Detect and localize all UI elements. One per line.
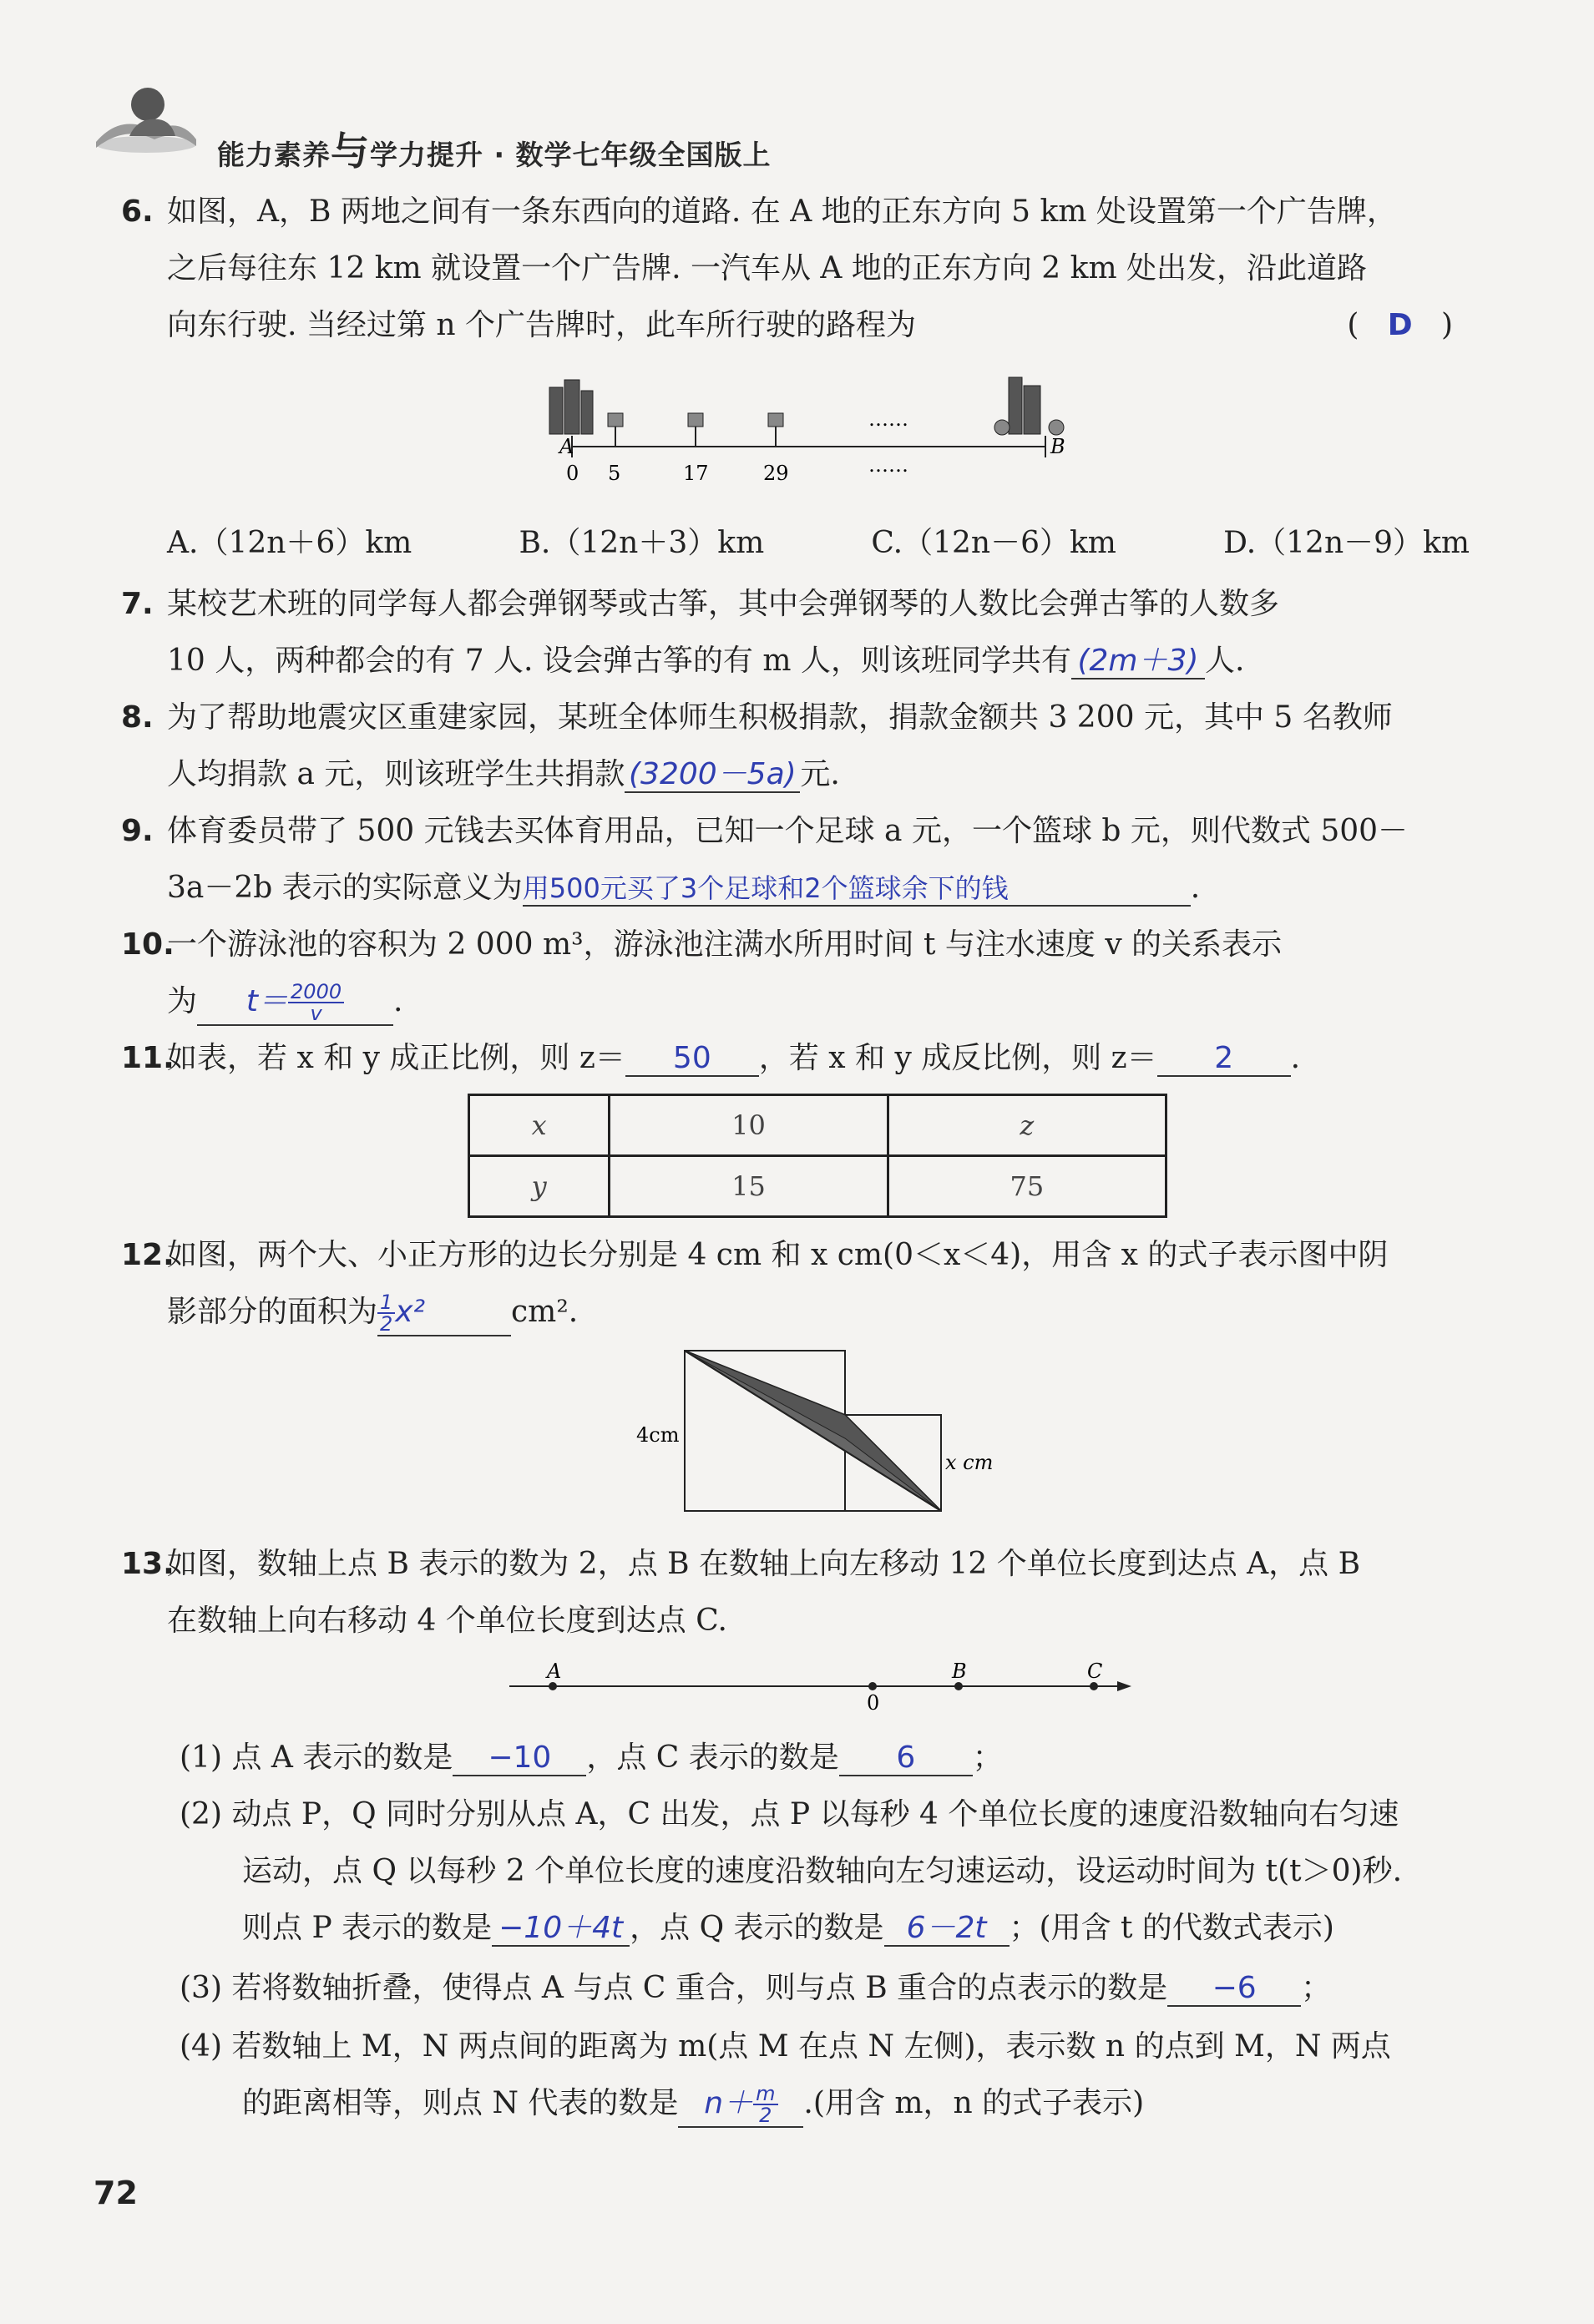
question-text: 向东行驶. 当经过第 n 个广告牌时，此车所行驶的路程为 <box>167 308 916 342</box>
fraction-numerator: 2000 <box>288 982 344 1003</box>
answer-choice: D <box>1387 308 1413 342</box>
answer-fraction <box>377 1292 395 1334</box>
question-text: 某校艺术班的同学每人都会弹钢琴或古筝，其中会弹钢琴的人数比会弹古筝的人数多 <box>167 587 1280 621</box>
choice-d: D.（12n－9）km <box>1223 526 1470 560</box>
q6-choices <box>167 519 1470 562</box>
answer-blank: (2m＋3) <box>1071 644 1205 680</box>
answer-blank-2: 6－2t <box>884 1912 1010 1947</box>
question-7 <box>121 576 1457 690</box>
question-text: (1) 点 A 表示的数是 <box>180 1740 453 1775</box>
point-c <box>1090 1682 1098 1690</box>
building-b-icon <box>994 377 1064 435</box>
question-text: (2) 动点 P，Q 同时分别从点 A，C 出发，点 P 以每秒 4 个单位长度的速度沿数轴向右匀速 <box>180 1797 1399 1831</box>
question-text: 如表，若 x 和 y 成正比例，则 z＝ <box>167 1041 625 1075</box>
choice-a: A.（12n＋6）km <box>167 526 412 560</box>
question-text: 为了帮助地震灾区重建家园，某班全体师生积极捐款，捐款金额共 3 200 元，其中 5 名教师 <box>167 700 1393 735</box>
point-a-label: A <box>547 1661 562 1683</box>
tick-label-0: 0 <box>566 462 579 485</box>
choice-c: C.（12n－6）km <box>871 526 1116 560</box>
table-cell: 10 <box>610 1095 888 1156</box>
fraction-denominator: 2 <box>759 2104 772 2127</box>
point-a <box>549 1682 557 1690</box>
table-cell: 75 <box>888 1156 1166 1217</box>
header-title-big: 与 <box>331 129 370 174</box>
question-9 <box>121 803 1457 917</box>
bracket-right: ) <box>1440 308 1453 342</box>
billboard-icon <box>608 413 623 447</box>
header-title <box>217 121 772 176</box>
tick-label-17: 17 <box>683 462 709 485</box>
table-cell: x <box>469 1095 610 1156</box>
question-text: ，若 x 和 y 成反比例，则 z＝ <box>758 1041 1157 1075</box>
question-text: ； <box>972 1740 1003 1775</box>
question-6 <box>121 184 1457 354</box>
billboard-icon <box>768 413 783 447</box>
question-number: 8. <box>121 700 154 735</box>
question-text: 3a－2b 表示的实际意义为 <box>167 871 523 905</box>
road-billboard-figure <box>534 376 1085 493</box>
question-number: 7. <box>121 587 154 621</box>
answer-fraction <box>288 982 344 1023</box>
question-8 <box>121 690 1457 803</box>
question-text: 则点 P 表示的数是 <box>242 1911 493 1945</box>
question-text: ，点 C 表示的数是 <box>586 1740 839 1775</box>
table-row <box>469 1156 1166 1217</box>
fraction-numerator: 1 <box>377 1292 395 1314</box>
answer-blank <box>377 1290 511 1336</box>
table-cell: 15 <box>610 1156 888 1217</box>
question-text-line3 <box>121 297 1457 354</box>
point-b-label: B <box>1050 435 1065 458</box>
answer-blank-1: −10＋4t <box>492 1912 630 1947</box>
answer-blank-2: 2 <box>1157 1042 1291 1077</box>
question-text: 在数轴上向右移动 4 个单位长度到达点 C. <box>167 1604 727 1638</box>
question-number: 9. <box>121 814 154 848</box>
point-b-label: B <box>952 1661 967 1683</box>
question-text: . <box>1290 1041 1301 1075</box>
choice-b: B.（12n＋3）km <box>519 526 765 560</box>
question-text: 如图，数轴上点 B 表示的数为 2，点 B 在数轴上向左移动 12 个单位长度到达点 A，点 B <box>167 1547 1361 1581</box>
question-11 <box>121 1030 1457 1087</box>
question-text: 一个游泳池的容积为 2 000 m³，游泳池注满水所用时间 t 与注水速度 v 的关系表示 <box>167 927 1283 962</box>
question-text: 影部分的面积为 <box>167 1295 378 1329</box>
question-text: ； <box>1301 1971 1332 2005</box>
fraction-denominator: v <box>310 1002 322 1025</box>
billboard-icon <box>688 413 703 447</box>
point-zero <box>868 1682 877 1690</box>
table-cell: z <box>888 1095 1166 1156</box>
question-number: 10. <box>121 927 175 962</box>
question-text: .(用含 m，n 的式子表示) <box>803 2086 1145 2120</box>
answer-blank <box>678 2081 803 2128</box>
question-text: 如图，A，B 两地之间有一条东西向的道路. 在 A 地的正东方向 5 km 处设置第一个广告牌， <box>167 195 1397 229</box>
question-text: 人. <box>1204 644 1245 678</box>
xy-table <box>468 1094 1167 1218</box>
question-text: ，点 Q 表示的数是 <box>630 1911 884 1945</box>
page-number: 72 <box>94 2175 138 2211</box>
q13-part2 <box>180 1786 1465 1957</box>
question-text: 如图，两个大、小正方形的边长分别是 4 cm 和 x cm(0＜x＜4)，用含 x 的式子表示图中阴 <box>167 1238 1389 1272</box>
tick-label-29: 29 <box>763 462 789 485</box>
question-text: 的距离相等，则点 N 代表的数是 <box>242 2086 679 2120</box>
answer-bracket <box>1347 297 1453 354</box>
fraction-denominator: 2 <box>380 1312 393 1336</box>
answer-lhs: t＝ <box>245 984 289 1018</box>
q13-part4 <box>180 2018 1465 2132</box>
arrow-icon <box>1117 1681 1131 1691</box>
page-header <box>88 79 1507 174</box>
answer-blank-1: 50 <box>625 1042 759 1077</box>
header-title-part2: 学力提升 · 数学七年级全国版上 <box>370 139 772 171</box>
answer-blank: −6 <box>1167 1972 1301 2007</box>
squares-figure <box>635 1348 1019 1515</box>
q13-part3 <box>180 1960 1465 2017</box>
question-text: . <box>393 984 403 1018</box>
question-text: (4) 若数轴上 M，N 两点间的距离为 m(点 M 在点 N 左侧)，表示数 n 的点到 M，N 两点 <box>180 2029 1391 2064</box>
question-text: 运动，点 Q 以每秒 2 个单位长度的速度沿数轴向左匀速运动，设运动时间为 t(t＞0)秒. <box>242 1854 1403 1888</box>
question-text: 体育委员带了 500 元钱去买体育用品，已知一个足球 a 元，一个篮球 b 元，则代数式 500－ <box>167 814 1409 848</box>
table-row <box>469 1095 1166 1156</box>
question-text: 10 人，两种都会的有 7 人. 设会弹古筝的有 m 人，则该班同学共有 <box>167 644 1071 678</box>
tick-label-5: 5 <box>608 462 621 485</box>
question-13 <box>121 1536 1457 1650</box>
question-text: (3) 若将数轴折叠，使得点 A 与点 C 重合，则与点 B 重合的点表示的数是 <box>180 1971 1168 2005</box>
question-number: 11. <box>121 1041 175 1075</box>
point-zero-label: 0 <box>867 1691 880 1715</box>
question-text: 人均捐款 a 元，则该班学生共捐款 <box>167 757 625 791</box>
q13-part1 <box>180 1730 1465 1786</box>
ellipsis-top: …… <box>868 407 908 431</box>
question-number: 13. <box>121 1547 175 1581</box>
answer-blank: (3200－5a) <box>625 758 800 793</box>
answer-blank <box>197 979 393 1026</box>
answer-prefix: n＋ <box>704 2086 754 2120</box>
question-text: cm². <box>511 1295 579 1329</box>
label-xcm: x cm <box>945 1451 994 1474</box>
header-title-part1: 能力素养 <box>217 139 331 171</box>
answer-blank-2: 6 <box>839 1741 973 1776</box>
answer-blank: 用500元买了3个足球和2个篮球余下的钱 <box>523 872 1191 907</box>
number-line-figure <box>501 1661 1136 1720</box>
answer-blank-1: −10 <box>453 1741 586 1776</box>
question-text: 元. <box>800 757 840 791</box>
question-text: . <box>1190 871 1201 905</box>
point-a-label: A <box>559 435 574 458</box>
point-c-label: C <box>1087 1661 1103 1683</box>
label-4cm: 4cm <box>636 1423 680 1447</box>
answer-variable: x² <box>395 1295 426 1329</box>
bracket-left: ( <box>1347 308 1359 342</box>
table-cell: y <box>469 1156 610 1217</box>
answer-fraction <box>753 2084 777 2125</box>
question-number: 12. <box>121 1238 175 1272</box>
question-number: 6. <box>121 195 154 229</box>
question-text: 为 <box>167 984 198 1018</box>
question-10 <box>121 917 1457 1030</box>
fraction-numerator: m <box>753 2084 777 2105</box>
question-text: 之后每往东 12 km 就设置一个广告牌. 一汽车从 A 地的正东方向 2 km 处出发，沿此道路 <box>167 251 1368 285</box>
building-a-icon <box>549 380 593 434</box>
reading-person-logo-icon <box>88 79 205 154</box>
question-text: ；(用含 t 的代数式表示) <box>1009 1911 1334 1945</box>
point-b <box>954 1682 963 1690</box>
question-12 <box>121 1227 1457 1341</box>
ellipsis-bottom: …… <box>868 453 908 477</box>
